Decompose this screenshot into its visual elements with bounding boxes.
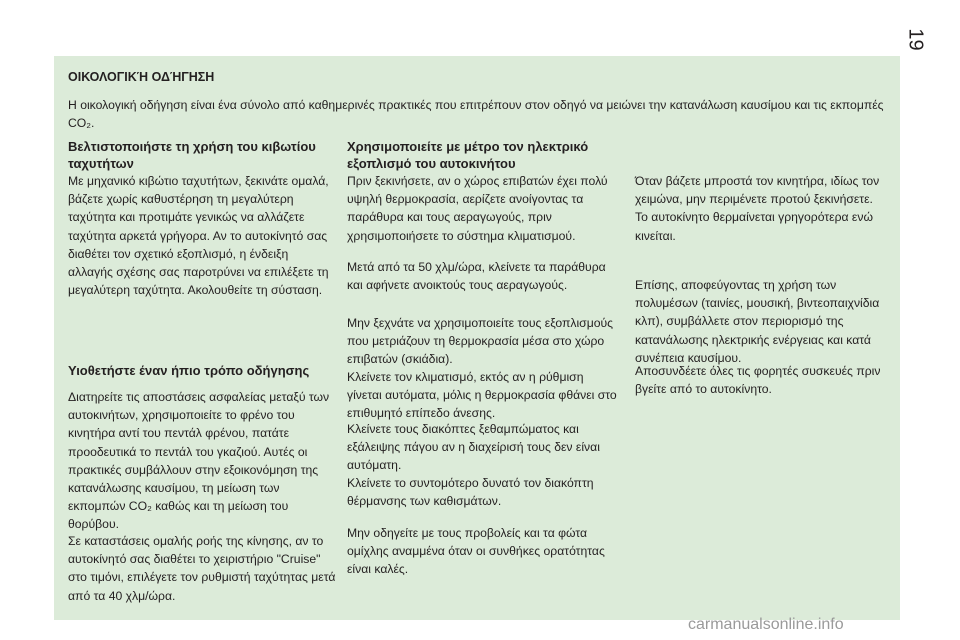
electrical-heading: Χρησιμοποιείτε με μέτρο τον ηλεκτρικό εξοπλισμό του αυτοκινήτου — [347, 139, 589, 171]
engine-start-paragraph: Όταν βάζετε μπροστά τον κινητήρα, ιδίως τον χειμώνα, μην περιμένετε προτού ξεκινήσετε. Το αυτοκίνητο θερμαίνεται γρηγορότερα ενώ κινείται. — [635, 174, 880, 243]
cruise-paragraph: Σε καταστάσεις ομαλής ροής της κίνησης, αν το αυτοκίνητό σας διαθέτει το χειριστήριο "Cruise" στο τιμόνι, επιλέγετε τον ρυθμιστή ταχύτητας μετά από τα 40 χλμ/ώρα. — [68, 534, 336, 603]
devices-paragraph: Αποσυνδέετε όλες τις φορητές συσκευές πριν βγείτε από το αυτοκίνητο. — [635, 364, 881, 397]
page-number: 19 — [904, 28, 927, 51]
section-title: ΟΙΚΟΛΟΓΙΚΉ ΟΔΉΓΗΣΗ — [68, 70, 215, 84]
gearbox-paragraph: Με μηχανικό κιβώτιο ταχυτήτων, ξεκινάτε ομαλά, βάζετε χωρίς καθυστέρηση τη μεγαλύτερη ταχύτητα και προτιμάτε γενικώς να αλλάζετε ταχύτητα αρκετά γρήγορα. Αν το αυτοκίνητό σας διαθέτει τον σχετικό εξοπλισμό, η ένδειξη αλλαγής σχέσης σας παροτρύνει να επιλέξετε τη μεγαλύτερη ταχύτητα. Ακολουθείτε τη σύσταση. — [68, 174, 329, 298]
electrical-p3: Μην ξεχνάτε να χρησιμοποιείτε τους εξοπλισμούς που μετριάζουν τη θερμοκρασία μέσα στο χώρο επιβατών (σκιάδια). — [347, 316, 614, 367]
gentle-driving-paragraph: Διατηρείτε τις αποστάσεις ασφαλείας μεταξύ των αυτοκινήτων, χρησιμοποιείτε το φρένο του κινητήρα αντί του πεντάλ φρένου, πατάτε προοδευτικά το πεντάλ του γκαζιού. Αυτές οι πρακτικές συμβάλλουν στην εξοικονόμηση της κατανάλωσης καυσίμου, τη μείωση των εκπομπών CO₂ καθώς και τη μείωση του θορύβου. — [68, 390, 330, 532]
intro-paragraph: Η οικολογική οδήγηση είναι ένα σύνολο από καθημερινές πρακτικές που επιτρέπουν στον οδηγό να μειώνει την κατανάλωση καυσίμου και τις εκπομπές CO₂. — [68, 98, 884, 131]
watermark: carmanualsonline.info — [688, 616, 844, 633]
electrical-p6: Κλείνετε το συντομότερο δυνατό τον διακόπτη θέρμανσης των καθισμάτων. — [347, 476, 594, 509]
gearbox-heading: Βελτιστοποιήστε τη χρήση του κιβωτίου ταχυτήτων — [68, 139, 316, 171]
electrical-p7: Μην οδηγείτε με τους προβολείς και τα φώτα ομίχλης αναμμένα όταν οι συνθήκες ορατότητας είναι καλές. — [347, 526, 605, 577]
electrical-p5: Κλείνετε τους διακόπτες ξεθαμπώματος και εξάλειψης πάγου αν η διαχείρισή τους δεν είναι αυτόματη. — [347, 422, 600, 473]
electrical-p1: Πριν ξεκινήσετε, αν ο χώρος επιβατών έχει πολύ υψηλή θερμοκρασία, αερίζετε ανοίγοντας τα παράθυρα και τους αεραγωγούς, πριν χρησιμοποιήσετε το σύστημα κλιματισμού. — [347, 174, 608, 243]
electrical-p2: Μετά από τα 50 χλμ/ώρα, κλείνετε τα παράθυρα και αφήνετε ανοικτούς τους αεραγωγούς. — [347, 260, 606, 293]
multimedia-paragraph: Επίσης, αποφεύγοντας τη χρήση των πολυμέσων (ταινίες, μουσική, βιντεοπαιχνίδια κλπ), συμβάλλετε στον περιορισμό της κατανάλωσης ηλεκτρικής ενέργειας και κατά συνέπεια καυσίμου. — [635, 278, 880, 365]
gentle-driving-heading: Υιοθετήστε έναν ήπιο τρόπο οδήγησης — [68, 363, 310, 378]
electrical-p4: Κλείνετε τον κλιματισμό, εκτός αν η ρύθμιση γίνεται αυτόματα, μόλις η θερμοκρασία φθάνει στο επιθυμητό επίπεδο άνεσης. — [347, 370, 617, 421]
